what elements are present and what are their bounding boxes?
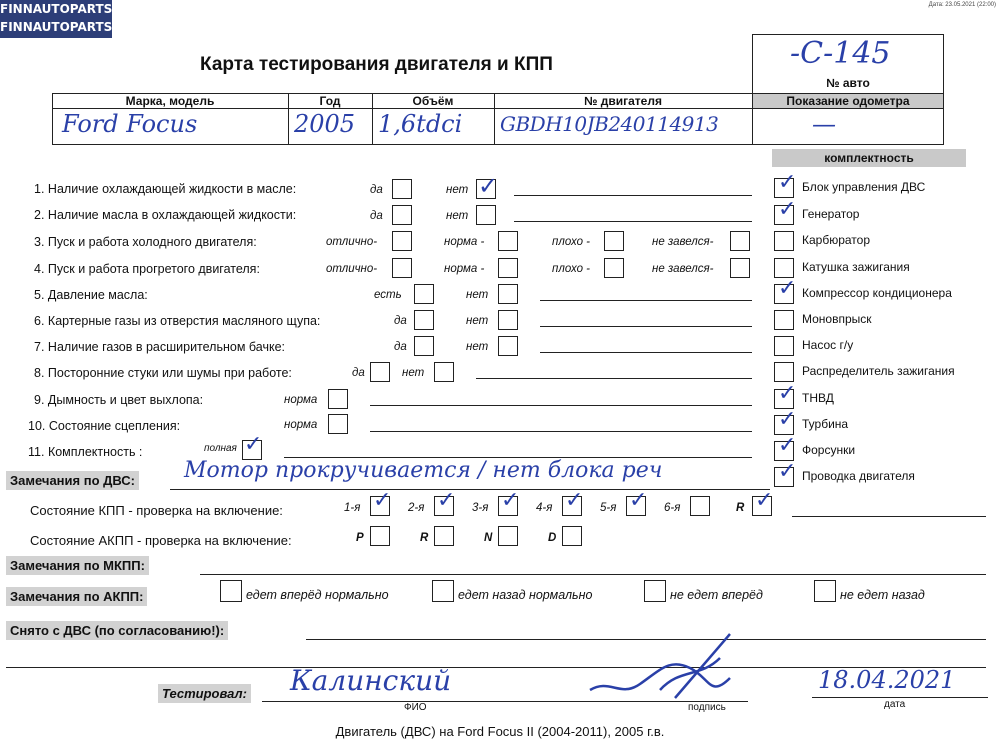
value-make-model: Ford Focus xyxy=(62,110,198,138)
q4-excellent-checkbox[interactable] xyxy=(392,258,412,278)
q7-da-checkbox[interactable] xyxy=(414,336,434,356)
q1-line xyxy=(514,195,752,196)
kit-checkbox[interactable] xyxy=(774,336,794,356)
kit-item: Моновпрыск xyxy=(802,312,872,326)
akpp-r-checkbox[interactable] xyxy=(434,526,454,546)
kit-item: Проводка двигателя xyxy=(802,469,915,483)
q6-line xyxy=(540,326,752,327)
option-norma: норма xyxy=(284,394,318,406)
check-mark-icon: ✓ xyxy=(501,488,520,513)
check-mark-icon: ✓ xyxy=(373,488,392,513)
q3-bad-checkbox[interactable] xyxy=(604,231,624,251)
option-otlichno: отлично- xyxy=(326,236,378,248)
option-otlichno: отлично- xyxy=(326,263,378,275)
mkpp-remarks-label: Замечания по МКПП: xyxy=(6,556,149,575)
q5-no-checkbox[interactable] xyxy=(498,284,518,304)
q7-net-checkbox[interactable] xyxy=(498,336,518,356)
akpp-remarks-label: Замечания по АКПП: xyxy=(6,587,147,606)
tester-name: Калинский xyxy=(290,664,452,697)
gear-label: 5-я xyxy=(600,502,617,514)
question-4: 4. Пуск и работа прогретого двигателя: xyxy=(34,262,260,276)
check-mark-icon: ✓ xyxy=(778,381,797,406)
kpp-gear-6-checkbox[interactable] xyxy=(690,496,710,516)
kit-item: Блок управления ДВС xyxy=(802,180,926,194)
kit-item: Катушка зажигания xyxy=(802,260,910,274)
gear-label: R xyxy=(736,502,745,514)
option-norma: норма xyxy=(284,419,318,431)
q10-normal-checkbox[interactable] xyxy=(328,414,348,434)
kpp-line xyxy=(792,516,986,517)
option-norma: норма - xyxy=(444,263,485,275)
kit-checkbox[interactable] xyxy=(774,258,794,278)
q4-nostart-checkbox[interactable] xyxy=(730,258,750,278)
question-9: 9. Дымность и цвет выхлопа: xyxy=(34,393,204,407)
question-8: 8. Посторонние стуки или шумы при работе: xyxy=(34,366,292,380)
kit-item: Турбина xyxy=(802,417,849,431)
option-net: нет xyxy=(402,367,425,379)
kit-checkbox[interactable] xyxy=(774,310,794,330)
option-ploho: плохо - xyxy=(552,236,590,248)
question-3: 3. Пуск и работа холодного двигателя: xyxy=(34,235,257,249)
q8-net-checkbox[interactable] xyxy=(434,362,454,382)
signature-label: подпись xyxy=(688,702,726,713)
question-1: 1. Наличие охлаждающей жидкости в масле: xyxy=(34,182,297,196)
q9-line xyxy=(370,405,752,406)
akpp-label: Состояние АКПП - проверка на включение: xyxy=(30,533,292,548)
check-mark-icon: ✓ xyxy=(755,488,774,513)
akpp-forward-ok-checkbox[interactable] xyxy=(220,580,242,602)
q1-da-checkbox[interactable] xyxy=(392,179,412,199)
q6-net-checkbox[interactable] xyxy=(498,310,518,330)
question-10: 10. Состояние сцепления: xyxy=(28,419,181,433)
option-net: нет xyxy=(466,315,489,327)
q4-normal-checkbox[interactable] xyxy=(498,258,518,278)
check-mark-icon: ✓ xyxy=(565,488,584,513)
header-odometer: Показание одометра xyxy=(786,94,910,108)
option-ne-zavelsya: не завелся- xyxy=(652,236,714,248)
value-volume: 1,6tdci xyxy=(378,110,463,138)
akpp-option: не едет назад xyxy=(840,588,925,602)
akpp-d-checkbox[interactable] xyxy=(562,526,582,546)
date-stamp: Дата: 23.05.2021 (22:00) xyxy=(928,2,996,8)
question-2: 2. Наличие масла в охлаждающей жидкости: xyxy=(34,208,297,222)
option-da: да xyxy=(394,315,407,327)
gear-label: D xyxy=(548,532,557,544)
option-norma: норма - xyxy=(444,236,485,248)
gear-label: 3-я xyxy=(472,502,489,514)
akpp-n-checkbox[interactable] xyxy=(498,526,518,546)
kit-item: Генератор xyxy=(802,207,860,221)
kit-item: Карбюратор xyxy=(802,233,871,247)
akpp-p-checkbox[interactable] xyxy=(370,526,390,546)
check-mark-icon: ✓ xyxy=(778,276,797,301)
signature-icon xyxy=(580,628,750,708)
test-date: 18.04.2021 xyxy=(818,666,956,694)
tested-label: Тестировал: xyxy=(158,684,251,703)
check-mark-icon: ✓ xyxy=(778,459,797,484)
check-mark-icon: ✓ xyxy=(244,432,263,457)
header-engine-number: № двигателя xyxy=(584,94,662,108)
brand-logo: FINNAUTOPARTS FINNAUTOPARTS xyxy=(0,0,112,38)
gear-label: 6-я xyxy=(664,502,681,514)
check-mark-icon: ✓ xyxy=(478,172,499,200)
engine-remarks-value[interactable]: Мотор прокручивается / нет блока реч xyxy=(184,458,663,483)
car-number-value: -C-145 xyxy=(790,36,891,71)
kit-item: Компрессор кондиционера xyxy=(802,286,952,300)
option-net: нет xyxy=(446,210,469,222)
gear-label: 2-я xyxy=(408,502,425,514)
q8-line xyxy=(476,378,752,379)
header-year: Год xyxy=(319,94,341,108)
kit-item: Форсунки xyxy=(802,443,856,457)
removed-label: Снято с ДВС (по согласованию!): xyxy=(6,621,228,640)
q9-normal-checkbox[interactable] xyxy=(328,389,348,409)
akpp-backward-ok-checkbox[interactable] xyxy=(432,580,454,602)
value-odometer: — xyxy=(812,110,836,138)
check-mark-icon: ✓ xyxy=(437,488,456,513)
q2-da-checkbox[interactable] xyxy=(392,205,412,225)
value-engine-number: GBDH10JB240114913 xyxy=(500,112,719,136)
mkpp-remarks-line xyxy=(200,574,986,575)
option-polnaya: полная xyxy=(204,443,237,454)
check-mark-icon: ✓ xyxy=(778,197,797,222)
check-mark-icon: ✓ xyxy=(629,488,648,513)
q4-bad-checkbox[interactable] xyxy=(604,258,624,278)
option-est: есть xyxy=(374,289,402,301)
kit-item: ТНВД xyxy=(802,391,834,405)
akpp-option: не едет вперёд xyxy=(670,588,763,602)
check-mark-icon: ✓ xyxy=(778,170,797,195)
q3-nostart-checkbox[interactable] xyxy=(730,231,750,251)
gear-label: P xyxy=(356,532,364,544)
q7-line xyxy=(540,352,752,353)
option-ploho: плохо - xyxy=(552,263,590,275)
q8-da-checkbox[interactable] xyxy=(370,362,390,382)
table-divider xyxy=(52,108,944,109)
option-da: да xyxy=(370,210,383,222)
option-ne-zavelsya: не завелся- xyxy=(652,263,714,275)
date-line xyxy=(812,697,988,698)
header-make-model: Марка, модель xyxy=(125,94,215,108)
fio-label: ФИО xyxy=(404,702,427,713)
question-6: 6. Картерные газы из отверстия масляного щупа: xyxy=(34,314,321,328)
q3-normal-checkbox[interactable] xyxy=(498,231,518,251)
akpp-option: едет вперёд нормально xyxy=(246,588,389,602)
option-net: нет xyxy=(446,184,469,196)
option-da: да xyxy=(370,184,383,196)
engine-remarks-line xyxy=(170,489,770,490)
q3-excellent-checkbox[interactable] xyxy=(392,231,412,251)
form-title: Карта тестирования двигателя и КПП xyxy=(200,54,553,75)
kit-header: комплектность xyxy=(772,149,966,167)
option-da: да xyxy=(394,341,407,353)
engine-remarks-label: Замечания по ДВС: xyxy=(6,471,139,490)
question-7: 7. Наличие газов в расширительном бачке: xyxy=(34,340,286,354)
value-year: 2005 xyxy=(294,110,356,138)
check-mark-icon: ✓ xyxy=(778,433,797,458)
car-number-label: № авто xyxy=(826,76,870,90)
header-volume: Объём xyxy=(412,94,454,108)
date-label: дата xyxy=(884,699,906,710)
check-mark-icon: ✓ xyxy=(778,407,797,432)
akpp-no-backward-checkbox[interactable] xyxy=(814,580,836,602)
akpp-no-forward-checkbox[interactable] xyxy=(644,580,666,602)
q10-line xyxy=(370,431,752,432)
gear-label: R xyxy=(420,532,429,544)
q2-line xyxy=(514,221,752,222)
q6-da-checkbox[interactable] xyxy=(414,310,434,330)
image-caption: Двигатель (ДВС) на Ford Focus II (2004-2011), 2005 г.в. xyxy=(335,724,665,739)
kit-item: Распределитель зажигания xyxy=(802,364,955,378)
kit-item: Насос г/у xyxy=(802,338,854,352)
gear-label: 1-я xyxy=(344,502,361,514)
option-net: нет xyxy=(466,289,489,301)
option-da: да xyxy=(352,367,365,379)
q2-net-checkbox[interactable] xyxy=(476,205,496,225)
akpp-option: едет назад нормально xyxy=(458,588,593,602)
question-11: 11. Комплектность : xyxy=(28,445,143,459)
kpp-label: Состояние КПП - проверка на включение: xyxy=(30,503,283,518)
gear-label: 4-я xyxy=(536,502,553,514)
kit-checkbox[interactable] xyxy=(774,362,794,382)
kit-checkbox[interactable] xyxy=(774,231,794,251)
q5-line xyxy=(540,300,752,301)
option-net: нет xyxy=(466,341,489,353)
q5-yes-checkbox[interactable] xyxy=(414,284,434,304)
question-5: 5. Давление масла: xyxy=(34,288,148,302)
gear-label: N xyxy=(484,532,493,544)
